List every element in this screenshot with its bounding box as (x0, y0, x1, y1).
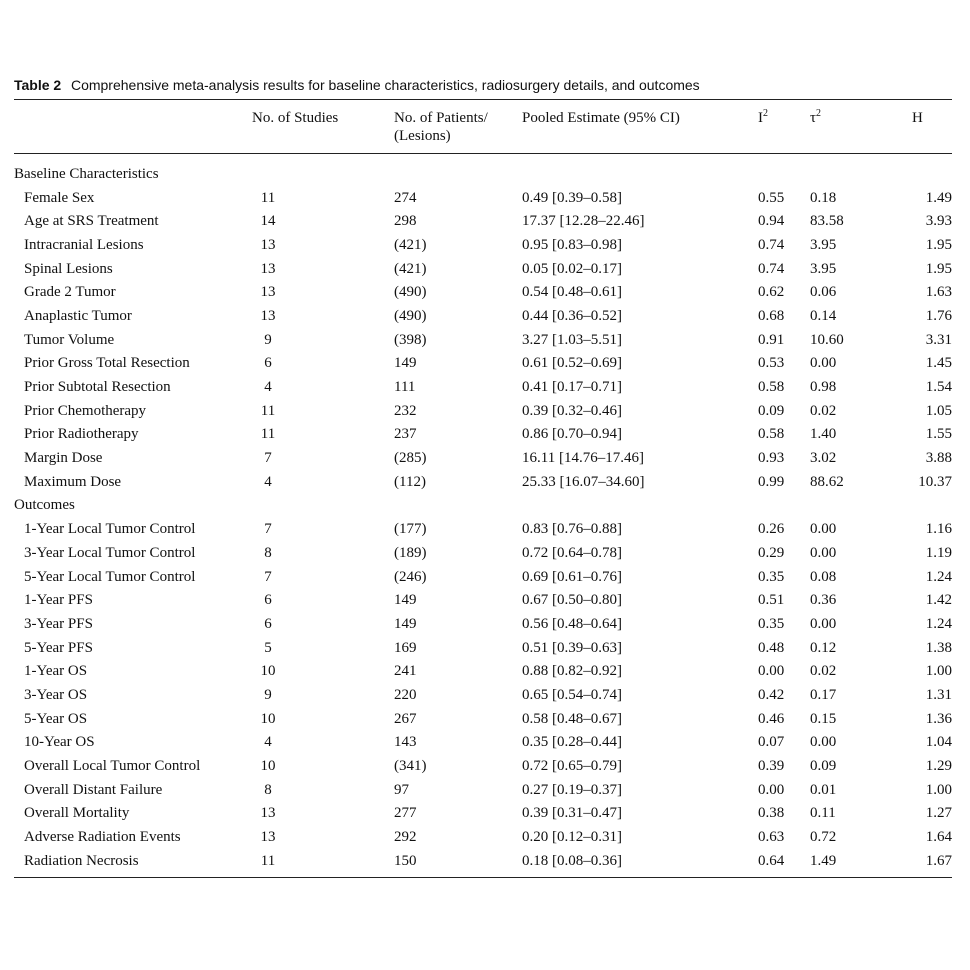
studies-cell: 6 (264, 592, 272, 609)
patients-cell: 149 (394, 355, 417, 372)
studies-cell: 9 (264, 331, 272, 348)
patients-cell: (490) (394, 284, 427, 301)
row-name: 5-Year PFS (24, 639, 93, 656)
section-title: Outcomes (14, 497, 75, 514)
patients-cell: (189) (394, 544, 427, 561)
studies-cell: 10 (260, 758, 276, 775)
patients-cell: (421) (394, 236, 427, 253)
estimate-cell: 0.72 [0.64–0.78] (522, 544, 622, 561)
header-tau2: $\tau^2$ (810, 100, 900, 154)
i2-cell: 0.48 (758, 639, 785, 656)
studies-cell: 11 (260, 189, 276, 206)
h-cell: 1.95 (925, 236, 952, 253)
h-cell: 1.42 (925, 592, 952, 609)
table-row (14, 707, 952, 731)
header-estimate: Pooled Estimate (95% CI) (522, 100, 732, 154)
h-cell: 1.38 (925, 639, 952, 656)
table-row (14, 565, 952, 589)
i2-cell: 0.63 (758, 829, 785, 846)
tau2-cell: 1.40 (810, 426, 837, 443)
patients-cell: (341) (394, 758, 427, 775)
tau2-cell: 0.15 (810, 710, 837, 727)
h-cell: 1.76 (925, 307, 952, 324)
row-name: Overall Local Tumor Control (24, 758, 201, 775)
estimate-cell: 0.44 [0.36–0.52] (522, 307, 622, 324)
table-row (14, 802, 952, 826)
h-cell: 1.64 (925, 829, 952, 846)
h-cell: 10.37 (918, 473, 952, 490)
studies-cell: 11 (260, 426, 276, 443)
studies-cell: 9 (264, 686, 272, 703)
studies-cell: 4 (264, 473, 272, 490)
row-name: 1-Year OS (24, 663, 88, 680)
h-cell: 1.54 (925, 379, 952, 396)
row-name: Prior Gross Total Resection (24, 355, 190, 372)
patients-cell: 241 (394, 663, 417, 680)
h-cell: 3.93 (925, 213, 952, 230)
tau2-cell: 0.36 (810, 592, 837, 609)
i2-cell: 0.09 (758, 402, 785, 419)
patients-cell: 277 (394, 805, 417, 822)
table-header (14, 100, 952, 154)
estimate-cell: 0.20 [0.12–0.31] (522, 829, 622, 846)
table-row (14, 257, 952, 281)
row-name: Female Sex (24, 189, 95, 206)
i2-cell: 0.91 (758, 331, 785, 348)
h-cell: 1.67 (900, 849, 952, 877)
table-label: Table 2 (14, 77, 62, 93)
studies-cell: 6 (264, 615, 272, 632)
patients-cell: 150 (394, 849, 522, 877)
estimate-cell: 0.49 [0.39–0.58] (522, 189, 622, 206)
patients-cell: 149 (394, 615, 417, 632)
studies-cell: 13 (260, 805, 276, 822)
i2-cell: 0.99 (758, 473, 785, 490)
row-name: 10-Year OS (24, 734, 95, 751)
header-patients: No. of Patients/ (Lesions) (394, 100, 522, 154)
studies-cell: 10 (260, 663, 276, 680)
h-cell: 1.45 (925, 355, 952, 372)
estimate-cell: 0.18 [0.08–0.36] (522, 849, 732, 877)
header-name (14, 100, 252, 154)
estimate-cell: 0.05 [0.02–0.17] (522, 260, 622, 277)
h-cell: 3.31 (925, 331, 952, 348)
i2-cell: 0.42 (758, 686, 785, 703)
studies-cell: 11 (252, 849, 394, 877)
table-caption (14, 76, 952, 95)
table-row (14, 825, 952, 849)
i2-cell: 0.46 (758, 710, 785, 727)
table-row (14, 683, 952, 707)
studies-cell: 5 (264, 639, 272, 656)
row-name: Prior Chemotherapy (24, 402, 147, 419)
row-name: Anaplastic Tumor (24, 307, 132, 324)
table-row (14, 328, 952, 352)
studies-cell: 8 (264, 781, 272, 798)
row-name: Tumor Volume (24, 331, 115, 348)
patients-cell: 111 (394, 379, 416, 396)
h-cell: 1.16 (925, 521, 952, 538)
tau2-cell: 0.00 (810, 615, 837, 632)
row-name: 3-Year PFS (24, 615, 93, 632)
h-cell: 1.27 (925, 805, 952, 822)
h-cell: 1.55 (925, 426, 952, 443)
tau2-cell: 1.49 (810, 849, 900, 877)
patients-cell: (246) (394, 568, 427, 585)
section-title: Baseline Characteristics (14, 165, 159, 182)
studies-cell: 14 (260, 213, 276, 230)
header-i2: $I^2$ (732, 100, 810, 154)
patients-cell: 169 (394, 639, 417, 656)
studies-cell: 13 (260, 260, 276, 277)
row-name: Prior Subtotal Resection (24, 379, 171, 396)
tau2-cell: 3.95 (810, 236, 837, 253)
patients-cell: 267 (394, 710, 417, 727)
i2-cell: 0.38 (758, 805, 785, 822)
tau2-cell: 0.00 (810, 355, 837, 372)
table-row (14, 659, 952, 683)
tau2-cell: 0.09 (810, 758, 837, 775)
estimate-cell: 16.11 [14.76–17.46] (522, 450, 644, 467)
estimate-cell: 0.27 [0.19–0.37] (522, 781, 622, 798)
patients-cell: (398) (394, 331, 427, 348)
h-cell: 1.24 (925, 568, 952, 585)
h-cell: 1.00 (925, 781, 952, 798)
row-name: Prior Radiotherapy (24, 426, 139, 443)
i2-cell: 0.58 (758, 379, 785, 396)
table-row (14, 541, 952, 565)
patients-cell: 237 (394, 426, 417, 443)
row-name: 3-Year OS (24, 686, 88, 703)
i2-cell: 0.07 (758, 734, 785, 751)
h-cell: 1.00 (925, 663, 952, 680)
table-row (14, 470, 952, 494)
table-row (14, 304, 952, 328)
section-header-row (14, 494, 952, 518)
i2-cell: 0.35 (758, 568, 785, 585)
studies-cell: 11 (260, 402, 276, 419)
i2-cell: 0.74 (758, 260, 785, 277)
estimate-cell: 0.35 [0.28–0.44] (522, 734, 622, 751)
i2-cell: 0.58 (758, 426, 785, 443)
i2-cell: 0.39 (758, 758, 785, 775)
estimate-cell: 0.61 [0.52–0.69] (522, 355, 622, 372)
row-name: Maximum Dose (24, 473, 122, 490)
tau2-cell: 0.01 (810, 781, 837, 798)
estimate-cell: 0.88 [0.82–0.92] (522, 663, 622, 680)
patients-cell: (421) (394, 260, 427, 277)
i2-cell: 0.74 (758, 236, 785, 253)
estimate-cell: 0.58 [0.48–0.67] (522, 710, 622, 727)
estimate-cell: 0.95 [0.83–0.98] (522, 236, 622, 253)
tau2-cell: 88.62 (810, 473, 844, 490)
h-cell: 1.95 (925, 260, 952, 277)
meta-analysis-table (14, 99, 952, 878)
i2-cell: 0.93 (758, 450, 785, 467)
row-name: 3-Year Local Tumor Control (24, 544, 196, 561)
tau2-cell: 0.08 (810, 568, 837, 585)
header-studies: No. of Studies (252, 100, 394, 154)
studies-cell: 8 (264, 544, 272, 561)
table-row (14, 280, 952, 304)
tau2-cell: 10.60 (810, 331, 844, 348)
estimate-cell: 0.65 [0.54–0.74] (522, 686, 622, 703)
h-cell: 1.49 (925, 189, 952, 206)
row-name: 1-Year PFS (24, 592, 93, 609)
estimate-cell: 0.83 [0.76–0.88] (522, 521, 622, 538)
patients-cell: 143 (394, 734, 417, 751)
table-row (14, 517, 952, 541)
table-row (14, 399, 952, 423)
patients-cell: 149 (394, 592, 417, 609)
studies-cell: 13 (260, 284, 276, 301)
estimate-cell: 25.33 [16.07–34.60] (522, 473, 645, 490)
row-name: 1-Year Local Tumor Control (24, 521, 196, 538)
table-row (14, 446, 952, 470)
estimate-cell: 0.54 [0.48–0.61] (522, 284, 622, 301)
i2-cell: 0.00 (758, 663, 785, 680)
estimate-cell: 0.39 [0.31–0.47] (522, 805, 622, 822)
table-row (14, 636, 952, 660)
tau2-cell: 0.18 (810, 189, 837, 206)
table-row (14, 588, 952, 612)
table-body (14, 154, 952, 878)
table-row (14, 778, 952, 802)
table-row (14, 186, 952, 210)
tau2-cell: 0.72 (810, 829, 837, 846)
estimate-cell: 0.69 [0.61–0.76] (522, 568, 622, 585)
estimate-cell: 0.67 [0.50–0.80] (522, 592, 622, 609)
table-row (14, 849, 952, 877)
table-row (14, 612, 952, 636)
h-cell: 1.31 (925, 686, 952, 703)
patients-cell: 274 (394, 189, 417, 206)
row-name: Spinal Lesions (24, 260, 113, 277)
tau2-cell: 3.02 (810, 450, 837, 467)
i2-cell: 0.53 (758, 355, 785, 372)
estimate-cell: 0.86 [0.70–0.94] (522, 426, 622, 443)
section-header-row (14, 154, 952, 186)
tau2-cell: 0.98 (810, 379, 837, 396)
studies-cell: 7 (264, 450, 272, 467)
tau2-cell: 0.02 (810, 663, 837, 680)
tau2-cell: 0.02 (810, 402, 837, 419)
tau2-cell: 3.95 (810, 260, 837, 277)
studies-cell: 4 (264, 379, 272, 396)
row-name: Overall Distant Failure (24, 781, 163, 798)
h-cell: 1.24 (925, 615, 952, 632)
estimate-cell: 0.39 [0.32–0.46] (522, 402, 622, 419)
table-title: Comprehensive meta-analysis results for baseline characteristics, radiosurgery details, and outcomes (70, 77, 700, 93)
h-cell: 1.63 (925, 284, 952, 301)
table-row (14, 209, 952, 233)
tau2-cell: 0.00 (810, 521, 837, 538)
estimate-cell: 0.51 [0.39–0.63] (522, 639, 622, 656)
tau2-cell: 0.06 (810, 284, 837, 301)
estimate-cell: 0.41 [0.17–0.71] (522, 379, 622, 396)
i2-cell: 0.51 (758, 592, 785, 609)
patients-cell: 298 (394, 213, 417, 230)
row-name: Overall Mortality (24, 805, 130, 822)
table-container (14, 76, 952, 878)
h-cell: 3.88 (925, 450, 952, 467)
table-row (14, 754, 952, 778)
table-row (14, 352, 952, 376)
studies-cell: 4 (264, 734, 272, 751)
tau2-cell: 0.12 (810, 639, 837, 656)
patients-cell: (490) (394, 307, 427, 324)
tau2-cell: 0.00 (810, 544, 837, 561)
estimate-cell: 0.56 [0.48–0.64] (522, 615, 622, 632)
estimate-cell: 0.72 [0.65–0.79] (522, 758, 622, 775)
studies-cell: 7 (264, 568, 272, 585)
h-cell: 1.04 (925, 734, 952, 751)
studies-cell: 7 (264, 521, 272, 538)
studies-cell: 13 (260, 829, 276, 846)
i2-cell: 0.29 (758, 544, 785, 561)
h-cell: 1.29 (925, 758, 952, 775)
h-cell: 1.05 (925, 402, 952, 419)
tau2-cell: 0.17 (810, 686, 837, 703)
h-cell: 1.19 (925, 544, 952, 561)
i2-cell: 0.62 (758, 284, 785, 301)
table-row (14, 233, 952, 257)
row-name: Age at SRS Treatment (24, 213, 159, 230)
row-name: Radiation Necrosis (14, 849, 252, 877)
table-row (14, 423, 952, 447)
h-cell: 1.36 (925, 710, 952, 727)
tau2-cell: 0.11 (810, 805, 836, 822)
header-h: H (900, 100, 952, 154)
i2-cell: 0.64 (732, 849, 810, 877)
table-row (14, 375, 952, 399)
studies-cell: 13 (260, 236, 276, 253)
patients-cell: 220 (394, 686, 417, 703)
i2-cell: 0.35 (758, 615, 785, 632)
i2-cell: 0.00 (758, 781, 785, 798)
i2-cell: 0.26 (758, 521, 785, 538)
row-name: Intracranial Lesions (24, 236, 144, 253)
i2-cell: 0.55 (758, 189, 785, 206)
patients-cell: 232 (394, 402, 417, 419)
estimate-cell: 17.37 [12.28–22.46] (522, 213, 645, 230)
studies-cell: 13 (260, 307, 276, 324)
patients-cell: (112) (394, 473, 426, 490)
patients-cell: 97 (394, 781, 409, 798)
studies-cell: 6 (264, 355, 272, 372)
tau2-cell: 83.58 (810, 213, 844, 230)
patients-cell: (177) (394, 521, 427, 538)
i2-cell: 0.68 (758, 307, 785, 324)
patients-cell: (285) (394, 450, 427, 467)
row-name: Adverse Radiation Events (24, 829, 181, 846)
row-name: Margin Dose (24, 450, 103, 467)
row-name: 5-Year Local Tumor Control (24, 568, 196, 585)
i2-cell: 0.94 (758, 213, 785, 230)
row-name: 5-Year OS (24, 710, 88, 727)
patients-cell: 292 (394, 829, 417, 846)
tau2-cell: 0.00 (810, 734, 837, 751)
tau2-cell: 0.14 (810, 307, 837, 324)
estimate-cell: 3.27 [1.03–5.51] (522, 331, 622, 348)
studies-cell: 10 (260, 710, 276, 727)
row-name: Grade 2 Tumor (24, 284, 116, 301)
table-row (14, 731, 952, 755)
